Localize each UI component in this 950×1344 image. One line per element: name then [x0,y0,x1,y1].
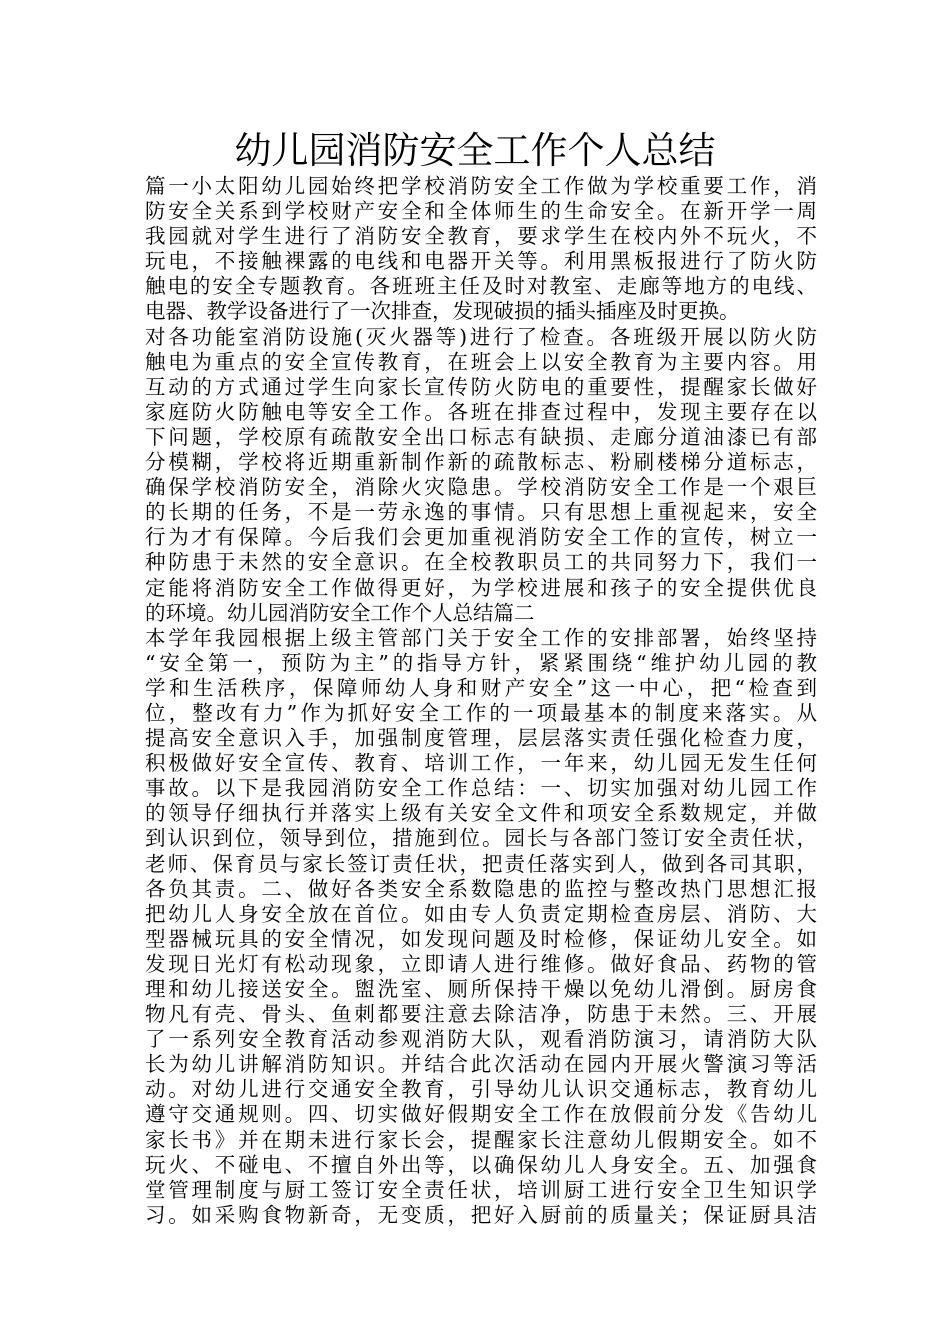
text-line: 家庭防火防触电等安全工作。各班在排查过程中，发现主要存在以 [145,399,817,424]
text-line: 行为才有保障。今后我们会更加重视消防安全工作的宣传，树立一 [145,525,817,550]
text-line: 提高安全意识入手，加强制度管理，层层落实责任强化检查力度， [145,726,817,751]
text-line: 定能将消防安全工作做得更好，为学校进展和孩子的安全提供优良 [145,575,817,600]
text-line: 各负其责。二、做好各类安全系数隐患的监控与整改热门思想汇报 [145,876,817,901]
text-line: 遵守交通规则。四、切实做好假期安全工作在放假前分发《告幼儿 [145,1102,817,1127]
text-line: 本学年我园根据上级主管部门关于安全工作的安排部署，始终坚持 [145,625,817,650]
text-line: 家长书》并在期未进行家长会，提醒家长注意幼儿假期安全。如不 [145,1127,817,1152]
text-line: 的环境。幼儿园消防安全工作个人总结篇二 [145,600,535,625]
text-line: 种防患于未然的安全意识。在全校教职员工的共同努力下，我们一 [145,550,817,575]
text-line: 触电的安全专题教育。各班班主任及时对教室、走廊等地方的电线、 [145,274,817,299]
text-line: 确保学校消防安全，消除火灾隐患。学校消防安全工作是一个艰巨 [145,475,817,500]
text-line: 位，整改有力”作为抓好安全工作的一项最基本的制度来落实。从 [145,700,817,725]
text-line: 习。如采购食物新奇，无变质，把好入厨前的质量关；保证厨具洁 [145,1202,817,1227]
text-line: 玩电，不接触裸露的电线和电器开关等。利用黑板报进行了防火防 [145,249,817,274]
text-line: 事故。以下是我园消防安全工作总结：一、切实加强对幼儿园工作 [145,776,817,801]
text-line: 型器械玩具的安全情况，如发现问题及时检修，保证幼儿安全。如 [145,926,817,951]
text-line: 的长期的任务，不是一劳永逸的事情。只有思想上重视起来，安全 [145,500,817,525]
text-line: 堂管理制度与厨工签订安全责任状，培训厨工进行安全卫生知识学 [145,1177,817,1202]
text-line: 的领导仔细执行并落实上级有关安全文件和项安全系数规定，并做 [145,801,817,826]
text-line: 篇一小太阳幼儿园始终把学校消防安全工作做为学校重要工作，消 [145,174,817,198]
text-line: 动。对幼儿进行交通安全教育，引导幼儿认识交通标志，教育幼儿 [145,1077,817,1102]
text-line: 对各功能室消防设施(灭火器等)进行了检查。各班级开展以防火防 [145,324,817,349]
text-line: 积极做好安全宣传、教育、培训工作，一年来，幼儿园无发生任何 [145,751,817,776]
text-line: 我园就对学生进行了消防安全教育，要求学生在校内外不玩火，不 [145,224,817,249]
text-line: 物凡有壳、骨头、鱼刺都要注意去除洁净，防患于未然。三、开展 [145,1002,817,1027]
text-line: 把幼儿人身安全放在首位。如由专人负责定期检查房层、消防、大 [145,901,817,926]
text-line: 发现日光灯有松动现象，立即请人进行维修。做好食品、药物的管 [145,951,817,976]
text-line: 长为幼儿讲解消防知识。并结合此次活动在园内开展火警演习等活 [145,1052,817,1077]
text-line: 玩火、不碰电、不擅自外出等，以确保幼儿人身安全。五、加强食 [145,1152,817,1177]
text-line: 了一系列安全教育活动参观消防大队，观看消防演习，请消防大队 [145,1027,817,1052]
text-line: “安全第一，预防为主”的指导方针，紧紧围绕“维护幼儿园的教 [145,650,817,675]
text-line: 触电为重点的安全宣传教育，在班会上以安全教育为主要内容。用 [145,349,817,374]
text-line: 到认识到位，领导到位，措施到位。园长与各部门签订安全责任状， [145,826,817,851]
text-line: 电器、教学设备进行了一次排查，发现破损的插头插座及时更换。 [145,299,740,324]
text-line: 分模糊，学校将近期重新制作新的疏散标志、粉刷楼梯分道标志， [145,450,817,475]
document-title: 幼儿园消防安全工作个人总结 [234,129,716,172]
text-line: 理和幼儿接送安全。盥洗室、厕所保持干燥以免幼儿滑倒。厨房食 [145,977,817,1001]
text-line: 防安全关系到学校财产安全和全体师生的生命安全。在新开学一周 [145,199,817,224]
text-line: 下问题，学校原有疏散安全出口标志有缺损、走廊分道油漆已有部 [145,424,817,449]
text-line: 老师、保育员与家长签订责任状，把责任落实到人，做到各司其职， [145,851,817,876]
text-line: 学和生活秩序，保障师幼人身和财产安全”这一中心，把“检查到 [145,675,817,700]
text-line: 互动的方式通过学生向家长宣传防火防电的重要性，提醒家长做好 [145,374,817,399]
document-body [145,174,817,1228]
